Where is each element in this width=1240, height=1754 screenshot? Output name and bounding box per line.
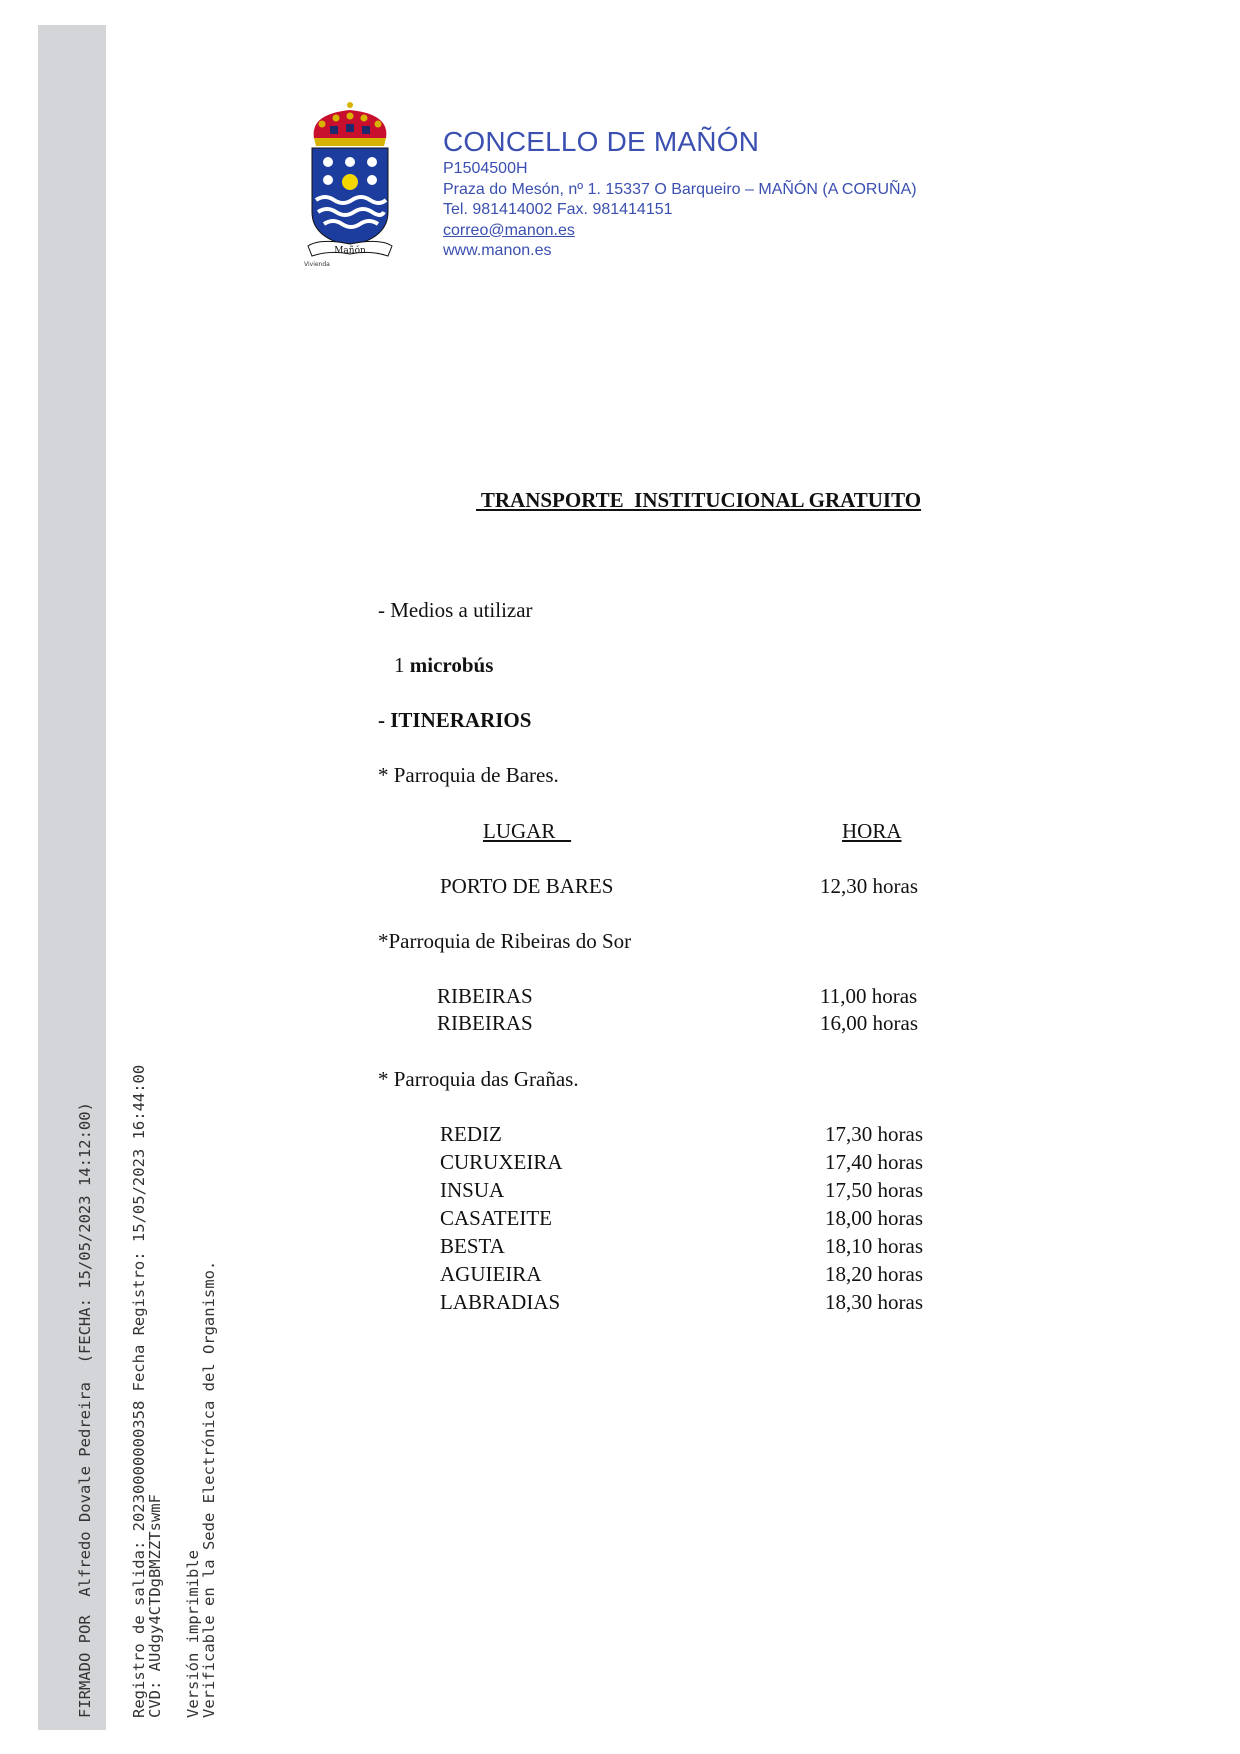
parish-heading: * Parroquia das Grañas. (378, 1067, 579, 1091)
column-header-place: LUGAR (483, 819, 572, 843)
website[interactable]: www.manon.es (443, 242, 552, 259)
stop-time: 18,20 horas (825, 1262, 923, 1286)
document-title: TRANSPORTE INSTITUCIONAL GRATUITO (476, 488, 922, 512)
column-header-time: HORA (842, 819, 902, 843)
stop-time: 17,50 horas (825, 1178, 923, 1202)
means-line (394, 653, 493, 678)
stop-time: 18,30 horas (825, 1290, 923, 1314)
stamp-line: Verificable en la Sede Electrónica del Organismo. (200, 1260, 218, 1718)
stop-place: CURUXEIRA (440, 1150, 563, 1174)
stop-place: RIBEIRAS (437, 984, 533, 1008)
stop-place: REDIZ (440, 1122, 502, 1146)
stamp-line: Versión imprimible (184, 1550, 202, 1718)
stop-place: BESTA (440, 1234, 505, 1258)
means-qty: 1 (394, 653, 410, 677)
tax-id: P1504500H (443, 160, 528, 177)
stop-place: AGUIEIRA (440, 1262, 542, 1286)
stop-time: 17,40 horas (825, 1150, 923, 1174)
stop-place: LABRADIAS (440, 1290, 561, 1314)
stop-time: 18,10 horas (825, 1234, 923, 1258)
means-label: - Medios a utilizar (378, 598, 533, 622)
stamp-line: Registro de salida: 20230000000358 Fecha Registro: 15/05/2023 16:44:00 (130, 1064, 148, 1718)
parish-heading: *Parroquia de Ribeiras do Sor (378, 929, 632, 953)
email-link[interactable]: correo@manon.es (443, 221, 575, 239)
stop-time: 12,30 horas (820, 874, 918, 898)
stop-time: 11,00 horas (820, 984, 918, 1008)
address: Praza do Mesón, nº 1. 15337 O Barqueiro – MAÑÓN (A CORUÑA) (443, 180, 917, 198)
organization-name: CONCELLO DE MAÑÓN (443, 126, 760, 157)
stamp-line: FIRMADO POR Alfredo Dovale Pedreira (FECHA: 15/05/2023 14:12:00) (76, 1102, 94, 1718)
letterhead (443, 125, 917, 262)
stop-time: 18,00 horas (825, 1206, 923, 1230)
stop-place: RIBEIRAS (437, 1011, 533, 1035)
itineraries-heading: - ITINERARIOS (378, 708, 532, 732)
stop-time: 16,00 horas (820, 1011, 918, 1035)
means-value: microbús (409, 653, 494, 677)
crest-caption: Vivienda (304, 261, 330, 268)
stop-place: INSUA (440, 1178, 505, 1202)
stop-place: CASATEITE (440, 1206, 552, 1230)
phone-fax: Tel. 981414002 Fax. 981414151 (443, 201, 673, 218)
stop-place: PORTO DE BARES (440, 874, 614, 898)
coat-of-arms-logo (300, 100, 400, 268)
stop-time: 17,30 horas (825, 1122, 923, 1146)
parish-heading: * Parroquia de Bares. (378, 763, 559, 787)
crest-scroll-text: Mañón (334, 246, 366, 256)
stamp-line: CVD: AUdgy4CTDgBMZZTswmF (146, 1494, 164, 1718)
